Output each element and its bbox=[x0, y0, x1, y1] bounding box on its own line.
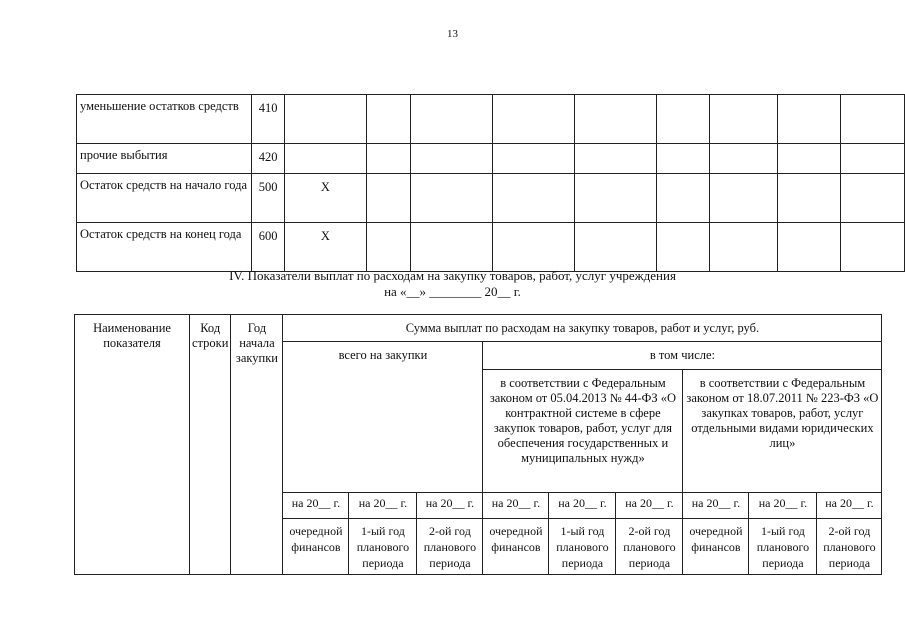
year-cell: на 20__ г. bbox=[483, 493, 549, 519]
row-mark: X bbox=[285, 223, 367, 272]
table-purchases bbox=[74, 314, 882, 575]
header-law-223: в соответствии с Федеральным законом от 18.07.2011 № 223-ФЗ «О закупках товаров, работ, услуг отдельными видами юридических лиц» bbox=[683, 370, 882, 493]
row-name: Остаток средств на конец года bbox=[77, 223, 252, 272]
header-total: всего на закупки bbox=[283, 342, 483, 493]
row-code: 410 bbox=[252, 95, 285, 144]
row-code: 600 bbox=[252, 223, 285, 272]
year-cell: на 20__ г. bbox=[683, 493, 749, 519]
period-cell: 1-ый год планового периода bbox=[549, 519, 616, 575]
year-cell: на 20__ г. bbox=[817, 493, 882, 519]
section-title: IV. Показатели выплат по расходам на закупку товаров, работ, услуг учреждения bbox=[229, 268, 676, 283]
period-cell: очередной финансов bbox=[283, 519, 349, 575]
table-row bbox=[77, 144, 905, 174]
header-sum: Сумма выплат по расходам на закупку товаров, работ и услуг, руб. bbox=[283, 315, 882, 342]
year-cell: на 20__ г. bbox=[417, 493, 483, 519]
row-mark: X bbox=[285, 174, 367, 223]
period-cell: 2-ой год планового периода bbox=[417, 519, 483, 575]
row-name: Остаток средств на начало года bbox=[77, 174, 252, 223]
table-balance bbox=[76, 94, 905, 272]
row-mark bbox=[285, 144, 367, 174]
table-row bbox=[77, 223, 905, 272]
period-cell: очередной финансов bbox=[683, 519, 749, 575]
year-cell: на 20__ г. bbox=[549, 493, 616, 519]
row-mark bbox=[285, 95, 367, 144]
row-name: прочие выбытия bbox=[77, 144, 252, 174]
period-cell: 1-ый год планового периода bbox=[749, 519, 817, 575]
table-row bbox=[77, 95, 905, 144]
page-number: 13 bbox=[447, 28, 458, 40]
year-cell: на 20__ г. bbox=[283, 493, 349, 519]
row-code: 500 bbox=[252, 174, 285, 223]
table-row bbox=[77, 174, 905, 223]
year-cell: на 20__ г. bbox=[349, 493, 417, 519]
header-law-44: в соответствии с Федеральным законом от 05.04.2013 № 44-ФЗ «О контрактной системе в сфере закупок товаров, работ, услуг для обеспечения государственных и муниципальных нужд» bbox=[483, 370, 683, 493]
period-cell: 2-ой год планового периода bbox=[817, 519, 882, 575]
header-name: Наименование показателя bbox=[75, 315, 190, 575]
row-name: уменьшение остатков средств bbox=[77, 95, 252, 144]
header-year: Год начала закупки bbox=[231, 315, 283, 575]
period-cell: очередной финансов bbox=[483, 519, 549, 575]
year-cell: на 20__ г. bbox=[616, 493, 683, 519]
row-code: 420 bbox=[252, 144, 285, 174]
header-code: Код строки bbox=[190, 315, 231, 575]
year-cell: на 20__ г. bbox=[749, 493, 817, 519]
section-date-line: на «__» ________ 20__ г. bbox=[384, 284, 521, 299]
period-cell: 2-ой год планового периода bbox=[616, 519, 683, 575]
header-including: в том числе: bbox=[483, 342, 882, 370]
period-cell: 1-ый год планового периода bbox=[349, 519, 417, 575]
